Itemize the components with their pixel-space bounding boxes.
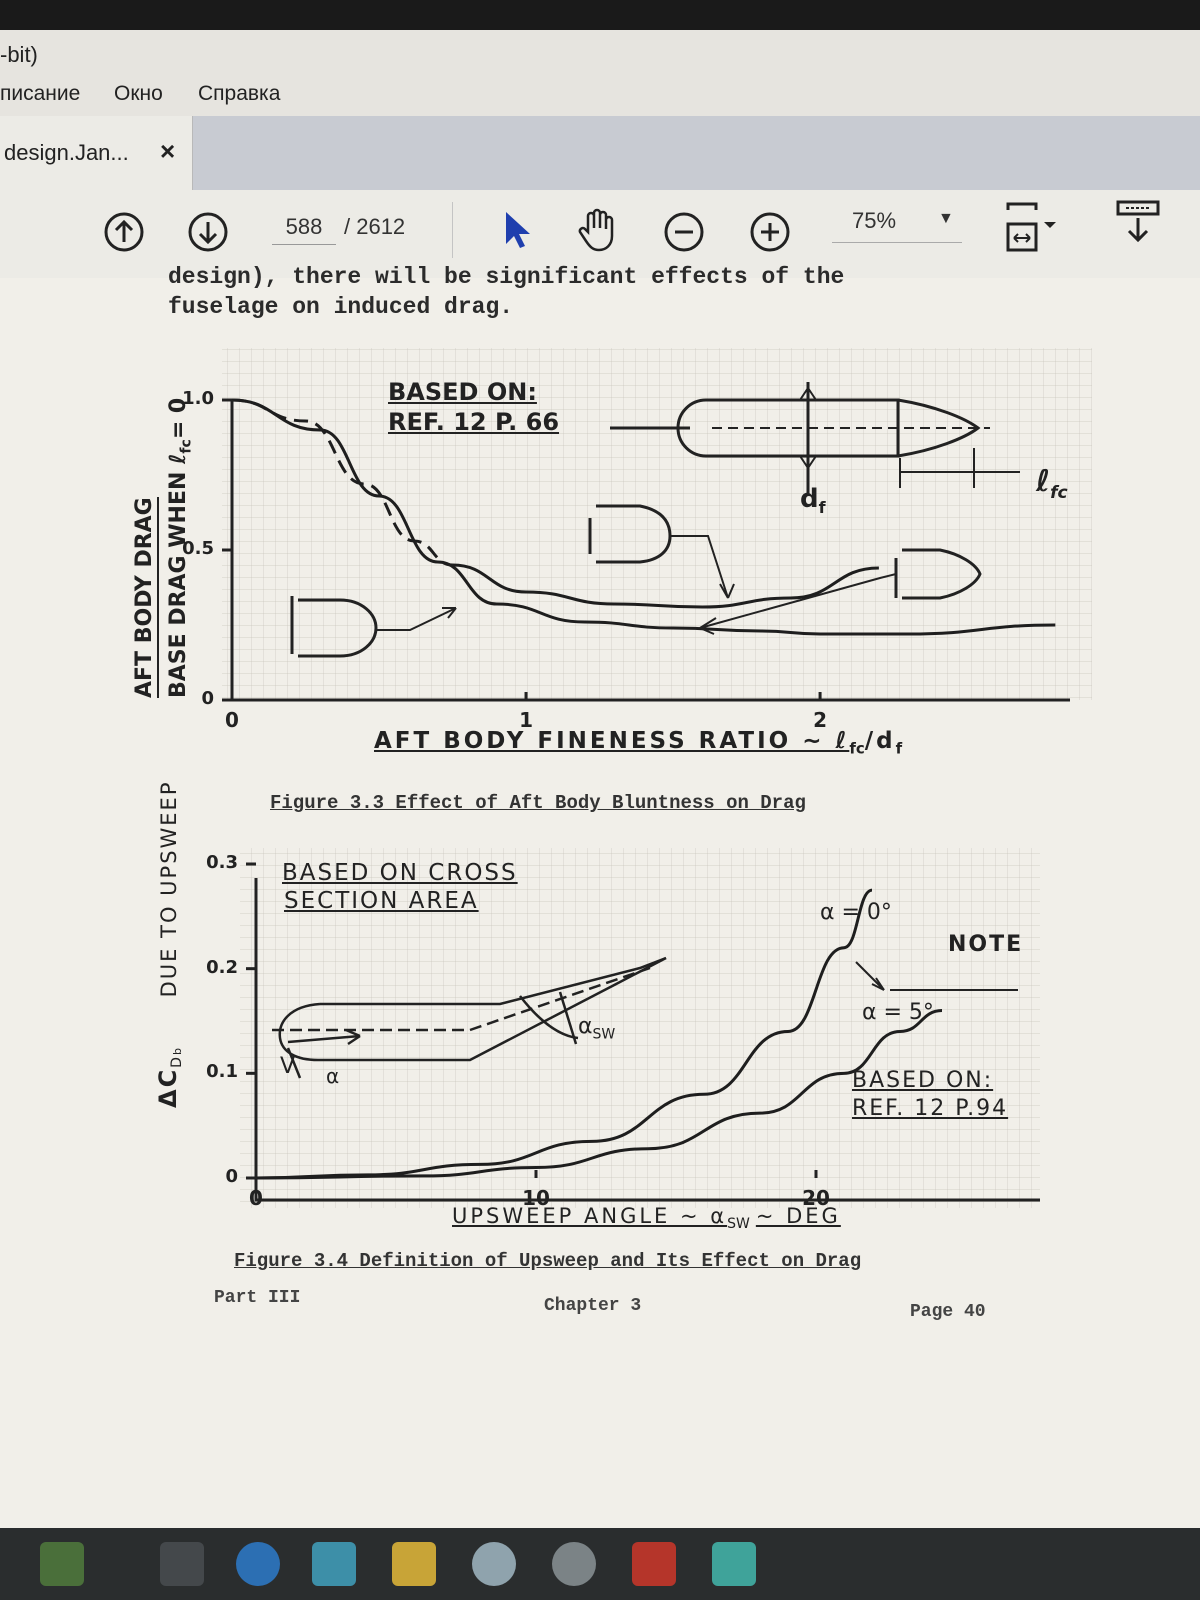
- figure2-note-top-line1: BASED ON CROSS: [282, 860, 518, 886]
- intro-text-line1: design), there will be significant effects of the: [168, 264, 845, 290]
- page-total-label: / 2612: [344, 214, 406, 239]
- figure1-x-tick-label: 0: [225, 708, 239, 732]
- menu-item-help[interactable]: Справка: [198, 82, 281, 105]
- velocity-label: V: [280, 1054, 296, 1079]
- alpha-label: α: [326, 1064, 340, 1088]
- store-icon[interactable]: [312, 1542, 356, 1586]
- figure1-y-label-line2: [166, 398, 194, 698]
- task-view-icon[interactable]: [160, 1542, 204, 1586]
- x-label-sub2: f: [895, 739, 903, 758]
- figure2-y-tick-label: 0: [225, 1166, 238, 1187]
- figure1-x-tick-label: 1: [519, 708, 533, 732]
- footer-part: Part III: [214, 1288, 301, 1308]
- alpha-sw-symbol: α: [578, 1014, 593, 1039]
- zoom-select[interactable]: [832, 206, 962, 243]
- chevron-down-icon: ▼: [938, 210, 954, 227]
- x-label-text: AFT BODY FINENESS RATIO ~ ℓ: [374, 728, 850, 754]
- figure1-note-line2: REF. 12 P. 66: [388, 408, 560, 436]
- hand-tool-icon[interactable]: [574, 206, 622, 254]
- figure1-y-tick-label: 1.0: [182, 388, 214, 409]
- screen-top-edge: [0, 0, 1200, 30]
- y2-label-delta-cd: ΔC: [154, 1067, 182, 1108]
- tab-title: design.Jan...: [4, 140, 129, 165]
- document-tab[interactable]: [0, 116, 193, 190]
- tab-strip: [0, 116, 1200, 190]
- figure1-lfc-label: [1036, 464, 1068, 503]
- df-subscript: f: [818, 498, 826, 518]
- y2-label-subsub: b: [171, 1046, 185, 1056]
- zoom-out-icon[interactable]: [662, 210, 706, 254]
- figure1-x-tick-label: 2: [813, 708, 828, 732]
- file-explorer-icon[interactable]: [392, 1542, 436, 1586]
- figure2-y-tick-label: 0.1: [206, 1061, 238, 1083]
- zoom-in-icon[interactable]: [748, 210, 792, 254]
- toolbar-divider: [452, 202, 453, 258]
- page-up-icon[interactable]: [102, 210, 146, 254]
- menu-item-edit[interactable]: писание: [0, 82, 81, 105]
- app-icon[interactable]: [472, 1542, 516, 1586]
- menu-bar: [0, 78, 1200, 116]
- alpha-sw-subscript: SW: [592, 1026, 616, 1043]
- figure1-y-label-line1: AFT BODY DRAG: [132, 497, 157, 698]
- figure1-y-tick-label: 0: [201, 688, 214, 709]
- edge-browser-icon[interactable]: [236, 1542, 280, 1586]
- lfc-symbol: ℓ: [1036, 464, 1051, 499]
- figure1-y-tick-label: 0.5: [182, 538, 214, 559]
- figure2-x-tick-label: 10: [522, 1186, 550, 1210]
- pdf-page: [0, 264, 1200, 1528]
- curve-label-alpha0: α = 0°: [820, 900, 892, 925]
- y2-label-sub: D: [169, 1055, 186, 1068]
- figure2-y-axis-label: [154, 781, 185, 1109]
- window-title: -bit): [0, 42, 38, 67]
- figure2-x-tick-label: 0: [249, 1186, 263, 1210]
- figure1-caption: Figure 3.3 Effect of Aft Body Bluntness on Drag: [270, 792, 806, 814]
- taskbar: [0, 1528, 1200, 1600]
- tab-close-button[interactable]: ×: [160, 136, 176, 166]
- figure1-x-axis-label: [374, 728, 902, 758]
- footer-chapter: Chapter 3: [544, 1296, 642, 1316]
- df-symbol: d: [800, 484, 819, 514]
- figure1-grid: [222, 348, 1092, 700]
- y-label-line2-tail: = 0: [166, 397, 191, 440]
- window-title-bar: [0, 30, 1200, 78]
- figure2-based-line1: BASED ON:: [852, 1068, 994, 1093]
- read-mode-icon[interactable]: [1116, 198, 1160, 248]
- x-label-sub1: fc: [849, 739, 865, 758]
- y-label-line2-sub: fc: [178, 439, 195, 454]
- curve-label-alpha5: α = 5°: [862, 1000, 934, 1025]
- y2-label-due-to-upsweep: DUE TO UPSWEEP: [157, 780, 181, 998]
- page-fit-icon[interactable]: [1004, 200, 1064, 254]
- page-down-icon[interactable]: [186, 210, 230, 254]
- figure2-note-top-line2: SECTION AREA: [284, 888, 479, 914]
- figure2-x-tick-label: 20: [802, 1186, 830, 1210]
- intro-text-line2: fuselage on induced drag.: [168, 294, 514, 320]
- pinned-app-icon[interactable]: [712, 1542, 756, 1586]
- x-label-mid: /d: [864, 728, 896, 754]
- figure2-y-tick-label: 0.2: [206, 956, 238, 978]
- alpha-sw-label: [578, 1014, 615, 1042]
- start-icon[interactable]: [40, 1542, 84, 1586]
- x2-label-tail: ~ DEG: [755, 1204, 841, 1228]
- select-cursor-icon[interactable]: [500, 208, 536, 252]
- zoom-value: 75%: [852, 208, 897, 233]
- x2-label-sub: SW: [727, 1216, 750, 1233]
- figure2-based-line2: REF. 12 P.94: [852, 1096, 1009, 1121]
- x2-label-text: UPSWEEP ANGLE ~ α: [452, 1204, 728, 1228]
- figure1-note-line1: BASED ON:: [388, 378, 537, 406]
- lfc-subscript: fc: [1050, 483, 1068, 503]
- page-number-input[interactable]: [272, 210, 336, 245]
- figure2-x-axis-label: [452, 1204, 841, 1232]
- menu-item-window[interactable]: Окно: [114, 82, 163, 105]
- acrobat-icon[interactable]: [632, 1542, 676, 1586]
- figure2-note-label: NOTE: [948, 932, 1024, 957]
- figure2-y-tick-label: 0.3: [206, 852, 238, 873]
- chrome-icon[interactable]: [552, 1542, 596, 1586]
- figure2-caption: Figure 3.4 Definition of Upsweep and Its Effect on Drag: [234, 1250, 862, 1272]
- footer-page: Page 40: [910, 1302, 986, 1322]
- figure1-df-label: [800, 484, 826, 517]
- y-label-line2-text: BASE DRAG WHEN ℓ: [166, 453, 191, 698]
